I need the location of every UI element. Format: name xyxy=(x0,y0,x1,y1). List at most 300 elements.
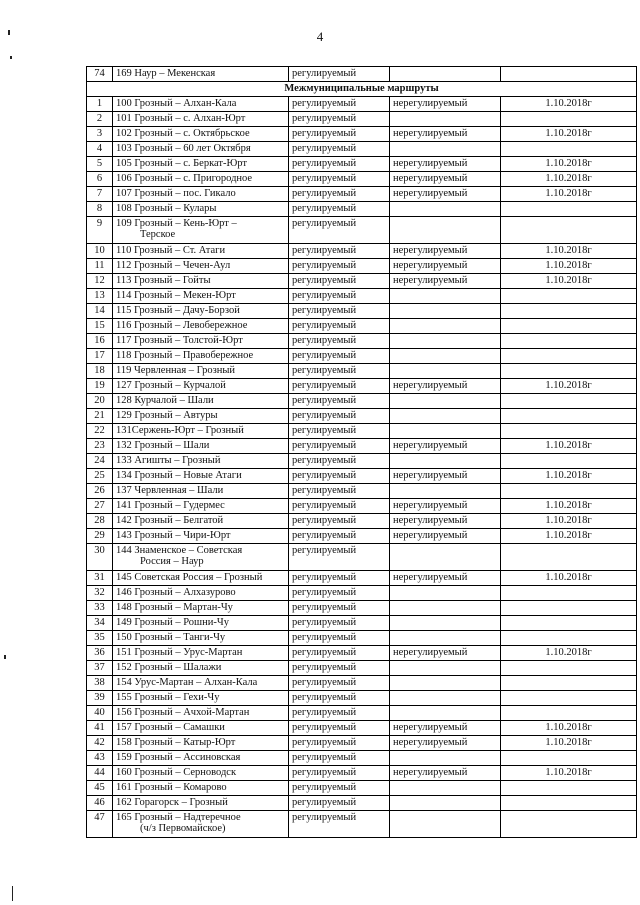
route-name xyxy=(113,811,289,838)
table-row xyxy=(87,259,637,274)
table-row xyxy=(87,424,637,439)
route-name xyxy=(113,586,289,601)
routes-table-body xyxy=(87,67,637,838)
route-status: регулируемый xyxy=(289,721,390,736)
table-row xyxy=(87,274,637,289)
new-status xyxy=(390,706,501,721)
route-status: регулируемый xyxy=(289,394,390,409)
section-title: Межмуниципальные маршруты xyxy=(87,82,637,97)
route-name-line: 146 Грозный – Алхазурово xyxy=(116,587,236,598)
new-status xyxy=(390,319,501,334)
table-row xyxy=(87,706,637,721)
route-name-line: 162 Горагорск – Грозный xyxy=(116,797,228,808)
route-name xyxy=(113,319,289,334)
scan-mark xyxy=(12,886,13,901)
row-number: 42 xyxy=(87,736,113,751)
route-name xyxy=(113,751,289,766)
row-number: 26 xyxy=(87,484,113,499)
table-row xyxy=(87,586,637,601)
table-row xyxy=(87,781,637,796)
new-status: нерегулируемый xyxy=(390,736,501,751)
row-number: 18 xyxy=(87,364,113,379)
route-name-line: 118 Грозный – Правобережное xyxy=(116,350,254,361)
table-row xyxy=(87,439,637,454)
route-status: регулируемый xyxy=(289,349,390,364)
table-row xyxy=(87,631,637,646)
change-date xyxy=(501,424,637,439)
table-row xyxy=(87,616,637,631)
new-status xyxy=(390,424,501,439)
row-number: 36 xyxy=(87,646,113,661)
route-name-line: 148 Грозный – Мартан-Чу xyxy=(116,602,233,613)
table-row xyxy=(87,661,637,676)
row-number: 20 xyxy=(87,394,113,409)
scan-mark xyxy=(8,30,10,35)
table-row xyxy=(87,529,637,544)
table-row xyxy=(87,304,637,319)
new-status: нерегулируемый xyxy=(390,157,501,172)
routes-table xyxy=(86,66,637,838)
route-status: регулируемый xyxy=(289,424,390,439)
change-date: 1.10.2018г xyxy=(501,736,637,751)
route-status: регулируемый xyxy=(289,646,390,661)
table-row xyxy=(87,202,637,217)
route-status: регулируемый xyxy=(289,187,390,202)
table-row xyxy=(87,319,637,334)
route-name xyxy=(113,514,289,529)
new-status xyxy=(390,691,501,706)
change-date xyxy=(501,484,637,499)
scan-mark xyxy=(4,655,6,659)
route-status: регулируемый xyxy=(289,304,390,319)
table-row xyxy=(87,97,637,112)
route-name xyxy=(113,304,289,319)
route-name-line: 129 Грозный – Автуры xyxy=(116,410,218,421)
route-name-line: 134 Грозный – Новые Атаги xyxy=(116,470,242,481)
route-name xyxy=(113,97,289,112)
new-status: нерегулируемый xyxy=(390,499,501,514)
new-status xyxy=(390,409,501,424)
row-number: 45 xyxy=(87,781,113,796)
new-status: нерегулируемый xyxy=(390,379,501,394)
new-status xyxy=(390,631,501,646)
row-number: 44 xyxy=(87,766,113,781)
row-number: 13 xyxy=(87,289,113,304)
route-status: регулируемый xyxy=(289,796,390,811)
row-number: 10 xyxy=(87,244,113,259)
new-status xyxy=(390,796,501,811)
route-name-line: 127 Грозный – Курчалой xyxy=(116,380,226,391)
new-status xyxy=(390,334,501,349)
new-status xyxy=(390,586,501,601)
new-status xyxy=(390,217,501,244)
new-status xyxy=(390,142,501,157)
row-number: 23 xyxy=(87,439,113,454)
table-row xyxy=(87,721,637,736)
table-row xyxy=(87,766,637,781)
route-status: регулируемый xyxy=(289,571,390,586)
change-date: 1.10.2018г xyxy=(501,157,637,172)
row-number: 4 xyxy=(87,142,113,157)
change-date xyxy=(501,586,637,601)
route-name-line: 156 Грозный – Ачхой-Мартан xyxy=(116,707,250,718)
row-number: 19 xyxy=(87,379,113,394)
table-row xyxy=(87,601,637,616)
change-date xyxy=(501,781,637,796)
table-row xyxy=(87,127,637,142)
route-name-continuation: Россия – Наур xyxy=(140,556,204,567)
new-status: нерегулируемый xyxy=(390,439,501,454)
route-name-line: 149 Грозный – Рошни-Чу xyxy=(116,617,229,628)
row-number: 74 xyxy=(87,67,113,82)
table-row xyxy=(87,409,637,424)
route-name-line: 100 Грозный – Алхан-Кала xyxy=(116,98,237,109)
new-status xyxy=(390,484,501,499)
route-name-line: 141 Грозный – Гудермес xyxy=(116,500,225,511)
table-row xyxy=(87,187,637,202)
route-status: регулируемый xyxy=(289,676,390,691)
route-name-line: 151 Грозный – Урус-Мартан xyxy=(116,647,243,658)
row-number: 7 xyxy=(87,187,113,202)
route-status: регулируемый xyxy=(289,364,390,379)
change-date xyxy=(501,811,637,838)
change-date xyxy=(501,334,637,349)
route-name-line: 110 Грозный – Ст. Атаги xyxy=(116,245,226,256)
new-status: нерегулируемый xyxy=(390,259,501,274)
new-status xyxy=(390,304,501,319)
route-name xyxy=(113,499,289,514)
table-row xyxy=(87,217,637,244)
route-name xyxy=(113,439,289,454)
route-name xyxy=(113,202,289,217)
table-row xyxy=(87,499,637,514)
table-row xyxy=(87,157,637,172)
new-status xyxy=(390,349,501,364)
route-name-line: 154 Урус-Мартан – Алхан-Кала xyxy=(116,677,258,688)
change-date xyxy=(501,691,637,706)
route-name xyxy=(113,364,289,379)
change-date: 1.10.2018г xyxy=(501,571,637,586)
table-row xyxy=(87,112,637,127)
route-name xyxy=(113,796,289,811)
route-name xyxy=(113,187,289,202)
route-status: регулируемый xyxy=(289,766,390,781)
row-number: 25 xyxy=(87,469,113,484)
change-date xyxy=(501,544,637,571)
route-name xyxy=(113,454,289,469)
change-date xyxy=(501,319,637,334)
change-date xyxy=(501,349,637,364)
route-name-line: 150 Грозный – Танги-Чу xyxy=(116,632,226,643)
change-date xyxy=(501,616,637,631)
change-date xyxy=(501,112,637,127)
route-status: регулируемый xyxy=(289,499,390,514)
route-name xyxy=(113,157,289,172)
route-name xyxy=(113,706,289,721)
route-name xyxy=(113,646,289,661)
route-name xyxy=(113,601,289,616)
new-status: нерегулируемый xyxy=(390,187,501,202)
new-status: нерегулируемый xyxy=(390,97,501,112)
change-date: 1.10.2018г xyxy=(501,97,637,112)
route-name-line: 158 Грозный – Катыр-Юрт xyxy=(116,737,236,748)
change-date: 1.10.2018г xyxy=(501,244,637,259)
row-number: 41 xyxy=(87,721,113,736)
row-number: 38 xyxy=(87,676,113,691)
row-number: 16 xyxy=(87,334,113,349)
change-date: 1.10.2018г xyxy=(501,766,637,781)
route-name-line: 142 Грозный – Белгатой xyxy=(116,515,224,526)
route-name xyxy=(113,691,289,706)
route-status: регулируемый xyxy=(289,334,390,349)
row-number: 33 xyxy=(87,601,113,616)
route-name xyxy=(113,736,289,751)
route-name-line: 157 Грозный – Самашки xyxy=(116,722,225,733)
route-name-line: 137 Червленная – Шали xyxy=(116,485,224,496)
route-name xyxy=(113,379,289,394)
row-number: 30 xyxy=(87,544,113,571)
change-date xyxy=(501,454,637,469)
page-number: 4 xyxy=(316,29,324,44)
new-status xyxy=(390,112,501,127)
route-name xyxy=(113,142,289,157)
change-date: 1.10.2018г xyxy=(501,514,637,529)
route-name xyxy=(113,334,289,349)
route-name xyxy=(113,274,289,289)
table-row xyxy=(87,454,637,469)
route-name xyxy=(113,259,289,274)
route-name-line: 115 Грозный – Дачу-Борзой xyxy=(116,305,240,316)
route-name xyxy=(113,127,289,142)
row-number: 17 xyxy=(87,349,113,364)
change-date xyxy=(501,796,637,811)
route-status: регулируемый xyxy=(289,454,390,469)
route-status: регулируемый xyxy=(289,112,390,127)
table-row xyxy=(87,394,637,409)
row-number: 34 xyxy=(87,616,113,631)
row-number: 14 xyxy=(87,304,113,319)
route-name-line: 103 Грозный – 60 лет Октября xyxy=(116,143,251,154)
table-row xyxy=(87,334,637,349)
route-name xyxy=(113,469,289,484)
row-number: 9 xyxy=(87,217,113,244)
route-name-line: 131Сержень-Юрт – Грозный xyxy=(116,425,244,436)
table-row xyxy=(87,289,637,304)
new-status xyxy=(390,751,501,766)
change-date: 1.10.2018г xyxy=(501,646,637,661)
route-name-line: 128 Курчалой – Шали xyxy=(116,395,214,406)
route-name xyxy=(113,424,289,439)
change-date xyxy=(501,751,637,766)
route-name xyxy=(113,394,289,409)
route-name xyxy=(113,112,289,127)
route-name xyxy=(113,172,289,187)
row-number: 11 xyxy=(87,259,113,274)
route-status: регулируемый xyxy=(289,97,390,112)
route-name-continuation: (ч/з Первомайское) xyxy=(140,823,226,834)
route-name-line: 102 Грозный – с. Октябрьское xyxy=(116,128,250,139)
row-number: 29 xyxy=(87,529,113,544)
table-row xyxy=(87,571,637,586)
new-status: нерегулируемый xyxy=(390,529,501,544)
route-name xyxy=(113,529,289,544)
route-name xyxy=(113,616,289,631)
scan-mark xyxy=(10,56,12,59)
table-row xyxy=(87,364,637,379)
route-status: регулируемый xyxy=(289,157,390,172)
route-name xyxy=(113,409,289,424)
route-status: регулируемый xyxy=(289,616,390,631)
route-name-line: 155 Грозный – Гехи-Чу xyxy=(116,692,220,703)
route-name-line: 143 Грозный – Чири-Юрт xyxy=(116,530,231,541)
table-row xyxy=(87,691,637,706)
route-name-line: 145 Советская Россия – Грозный xyxy=(116,572,263,583)
route-name-line: 133 Агишты – Грозный xyxy=(116,455,221,466)
route-status: регулируемый xyxy=(289,661,390,676)
row-number: 22 xyxy=(87,424,113,439)
route-name xyxy=(113,484,289,499)
new-status: нерегулируемый xyxy=(390,469,501,484)
new-status: нерегулируемый xyxy=(390,274,501,289)
route-status: регулируемый xyxy=(289,409,390,424)
change-date xyxy=(501,202,637,217)
change-date: 1.10.2018г xyxy=(501,127,637,142)
row-number: 31 xyxy=(87,571,113,586)
row-number: 43 xyxy=(87,751,113,766)
table-row xyxy=(87,484,637,499)
route-name-line: 161 Грозный – Комарово xyxy=(116,782,227,793)
route-name-line: 112 Грозный – Чечен-Аул xyxy=(116,260,231,271)
row-number: 21 xyxy=(87,409,113,424)
row-number: 12 xyxy=(87,274,113,289)
route-status: регулируемый xyxy=(289,142,390,157)
new-status: нерегулируемый xyxy=(390,244,501,259)
route-status: регулируемый xyxy=(289,289,390,304)
route-status: регулируемый xyxy=(289,172,390,187)
change-date xyxy=(501,304,637,319)
table-row xyxy=(87,736,637,751)
route-status: регулируемый xyxy=(289,319,390,334)
route-name xyxy=(113,661,289,676)
route-name-line: 152 Грозный – Шалажи xyxy=(116,662,222,673)
route-status: регулируемый xyxy=(289,706,390,721)
row-number: 28 xyxy=(87,514,113,529)
row-number: 3 xyxy=(87,127,113,142)
route-status: регулируемый xyxy=(289,514,390,529)
route-status: регулируемый xyxy=(289,736,390,751)
new-status xyxy=(390,676,501,691)
row-number: 47 xyxy=(87,811,113,838)
change-date xyxy=(501,676,637,691)
table-row xyxy=(87,244,637,259)
route-status: регулируемый xyxy=(289,469,390,484)
route-name xyxy=(113,349,289,364)
route-status: регулируемый xyxy=(289,811,390,838)
route-status: регулируемый xyxy=(289,586,390,601)
route-status: регулируемый xyxy=(289,544,390,571)
new-status: нерегулируемый xyxy=(390,571,501,586)
route-status: регулируемый xyxy=(289,484,390,499)
table-row xyxy=(87,379,637,394)
change-date: 1.10.2018г xyxy=(501,187,637,202)
route-name-line: 105 Грозный – с. Беркат-Юрт xyxy=(116,158,247,169)
route-status: регулируемый xyxy=(289,127,390,142)
route-name-line: 101 Грозный – с. Алхан-Юрт xyxy=(116,113,246,124)
route-name xyxy=(113,244,289,259)
change-date: 1.10.2018г xyxy=(501,721,637,736)
new-status xyxy=(390,364,501,379)
route-name-line: 119 Червленная – Грозный xyxy=(116,365,236,376)
row-number: 40 xyxy=(87,706,113,721)
table-row xyxy=(87,514,637,529)
new-status: нерегулируемый xyxy=(390,514,501,529)
route-name xyxy=(113,766,289,781)
change-date xyxy=(501,142,637,157)
route-status: регулируемый xyxy=(289,529,390,544)
route-name-line: 107 Грозный – пос. Гикало xyxy=(116,188,236,199)
route-status: регулируемый xyxy=(289,691,390,706)
route-status: регулируемый xyxy=(289,751,390,766)
row-number: 24 xyxy=(87,454,113,469)
route-name-line: 144 Знаменское – Советская xyxy=(116,545,243,556)
new-status xyxy=(390,202,501,217)
new-status xyxy=(390,601,501,616)
new-status xyxy=(390,67,501,82)
route-name-line: 106 Грозный – с. Пригородное xyxy=(116,173,253,184)
route-name-line: 113 Грозный – Гойты xyxy=(116,275,211,286)
row-number: 32 xyxy=(87,586,113,601)
new-status: нерегулируемый xyxy=(390,172,501,187)
table-row xyxy=(87,811,637,838)
new-status xyxy=(390,454,501,469)
change-date xyxy=(501,706,637,721)
new-status: нерегулируемый xyxy=(390,766,501,781)
new-status: нерегулируемый xyxy=(390,127,501,142)
route-status: регулируемый xyxy=(289,379,390,394)
row-number: 1 xyxy=(87,97,113,112)
route-name-line: 116 Грозный – Левобережное xyxy=(116,320,248,331)
row-number: 5 xyxy=(87,157,113,172)
new-status xyxy=(390,781,501,796)
new-status xyxy=(390,394,501,409)
change-date: 1.10.2018г xyxy=(501,274,637,289)
change-date xyxy=(501,661,637,676)
route-name-continuation: Терское xyxy=(140,229,176,240)
route-name xyxy=(113,676,289,691)
route-name xyxy=(113,781,289,796)
table-row xyxy=(87,349,637,364)
new-status xyxy=(390,811,501,838)
change-date: 1.10.2018г xyxy=(501,172,637,187)
route-name xyxy=(113,217,289,244)
table-row xyxy=(87,796,637,811)
change-date: 1.10.2018г xyxy=(501,529,637,544)
route-name xyxy=(113,544,289,571)
change-date xyxy=(501,409,637,424)
route-status: регулируемый xyxy=(289,274,390,289)
table-row xyxy=(87,544,637,571)
table-row xyxy=(87,676,637,691)
route-name: 169 Наур – Мекенская xyxy=(113,67,289,82)
route-name xyxy=(113,631,289,646)
route-status: регулируемый xyxy=(289,217,390,244)
change-date: 1.10.2018г xyxy=(501,469,637,484)
change-date xyxy=(501,289,637,304)
change-date: 1.10.2018г xyxy=(501,379,637,394)
change-date xyxy=(501,631,637,646)
route-name-line: 108 Грозный – Кулары xyxy=(116,203,217,214)
row-number: 8 xyxy=(87,202,113,217)
